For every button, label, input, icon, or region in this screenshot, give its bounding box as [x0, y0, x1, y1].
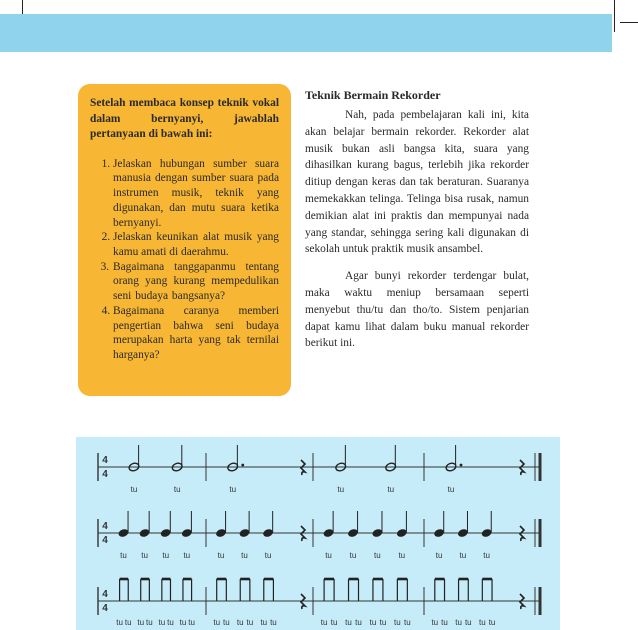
syllable-label: tu — [447, 485, 455, 494]
syllable-label: tu — [236, 618, 244, 627]
syllable-label: tu — [222, 618, 230, 627]
question-item: 3. Bagaimana tanggapanmu tentang orang yang kurang mempedulikan seni budaya bangsanya? — [113, 260, 279, 304]
time-signature-top: 4 — [102, 521, 108, 532]
syllable-label: tu — [483, 551, 490, 560]
syllable-label: tu — [337, 485, 345, 494]
time-signature-bottom: 4 — [102, 535, 108, 546]
question-item: 4. Bagaimana caranya memberi pengertian bahwa seni budaya merupakan harta yang tak ternilai harganya? — [113, 304, 279, 363]
note-dot — [460, 464, 463, 467]
syllable-label: tu — [141, 551, 148, 560]
syllable-label: tu — [330, 618, 338, 627]
time-signature-top: 4 — [102, 455, 108, 466]
syllable-label: tu — [369, 618, 377, 627]
article-title: Teknik Bermain Rekorder — [305, 88, 441, 102]
syllable-label: tu — [270, 618, 277, 627]
syllable-label: tu — [464, 618, 472, 627]
syllable-label: tu — [355, 618, 362, 627]
syllable-label: tu — [179, 618, 187, 627]
syllable-label: tu — [158, 618, 166, 627]
syllable-label: tu — [374, 551, 381, 560]
syllable-label: tu — [188, 618, 195, 627]
question-callout — [78, 84, 291, 396]
syllable-label: tu — [241, 551, 248, 560]
crop-mark — [620, 22, 638, 23]
music-score — [76, 437, 560, 630]
note-dot — [241, 464, 244, 467]
syllable-label: tu — [137, 618, 145, 627]
question-list — [90, 157, 279, 363]
syllable-label: tu — [455, 618, 462, 627]
syllable-label: tu — [488, 618, 496, 627]
syllable-label: tu — [478, 618, 486, 627]
syllable-label: tu — [349, 551, 357, 560]
syllable-label: tu — [217, 551, 225, 560]
syllable-label: tu — [404, 618, 411, 627]
crop-mark — [614, 0, 615, 32]
syllable-label: tu — [229, 485, 237, 494]
callout-intro: Setelah membaca konsep teknik vokal dalam bernyanyi, jawablah pertanyaan di bawah ini: — [90, 97, 279, 141]
syllable-label: tu — [431, 618, 439, 627]
article-paragraph: Nah, pada pembelajaran kali ini, kita akan belajar bermain rekorder. Rekorder alat musik bukan asli bangsa kita, suara yang dihasilkan kurang bagus, terlebih jika rekorder ditiup dengan keras dan tak beraturan. Suaranya memekakkan telinga. Telinga bisa rusak, namun demikian alat ini praktis dan mempunyai nada yang standar, sehingga sering kali digunakan di sekolah untuk praktik musik ansambel. — [305, 109, 529, 256]
syllable-label: tu — [167, 618, 174, 627]
syllable-label: tu — [120, 551, 127, 560]
syllable-label: tu — [264, 551, 272, 560]
syllable-label: tu — [387, 485, 395, 494]
time-signature-top: 4 — [102, 589, 108, 600]
syllable-label: tu — [441, 618, 448, 627]
header-band — [0, 14, 612, 52]
time-signature-bottom: 4 — [102, 469, 108, 480]
syllable-label: tu — [260, 618, 268, 627]
syllable-label: tu — [459, 551, 467, 560]
syllable-label: tu — [435, 551, 443, 560]
syllable-label: tu — [183, 551, 191, 560]
syllable-label: tu — [345, 618, 352, 627]
question-item: 2. Jelaskan keunikan alat musik yang kamu amati di daerahmu. — [113, 230, 279, 259]
syllable-label: tu — [246, 618, 254, 627]
syllable-label: tu — [379, 618, 387, 627]
article-paragraph: Agar bunyi rekorder terdengar bulat, maka waktu meniup bersamaan seperti menyebut thu/tu dan tho/to. Sistem penjarian dapat kamu lihat dalam buku manual rekorder berikut ini. — [305, 270, 529, 350]
question-item: 1. Jelaskan hubungan sumber suara manusia dengan sumber suara pada instrumen musik, teknik yang digunakan, dan mutu suara ketika bernyanyi. — [113, 157, 279, 231]
syllable-label: tu — [394, 618, 401, 627]
score-panel — [76, 437, 560, 630]
syllable-label: tu — [124, 618, 132, 627]
article — [305, 88, 529, 362]
syllable-label: tu — [320, 618, 328, 627]
syllable-label: tu — [146, 618, 153, 627]
syllable-label: tu — [398, 551, 406, 560]
syllable-label: tu — [325, 551, 332, 560]
syllable-label: tu — [130, 485, 138, 494]
syllable-label: tu — [116, 618, 123, 627]
syllable-label: tu — [173, 485, 181, 494]
syllable-label: tu — [162, 551, 170, 560]
time-signature-bottom: 4 — [102, 603, 108, 614]
syllable-label: tu — [213, 618, 221, 627]
